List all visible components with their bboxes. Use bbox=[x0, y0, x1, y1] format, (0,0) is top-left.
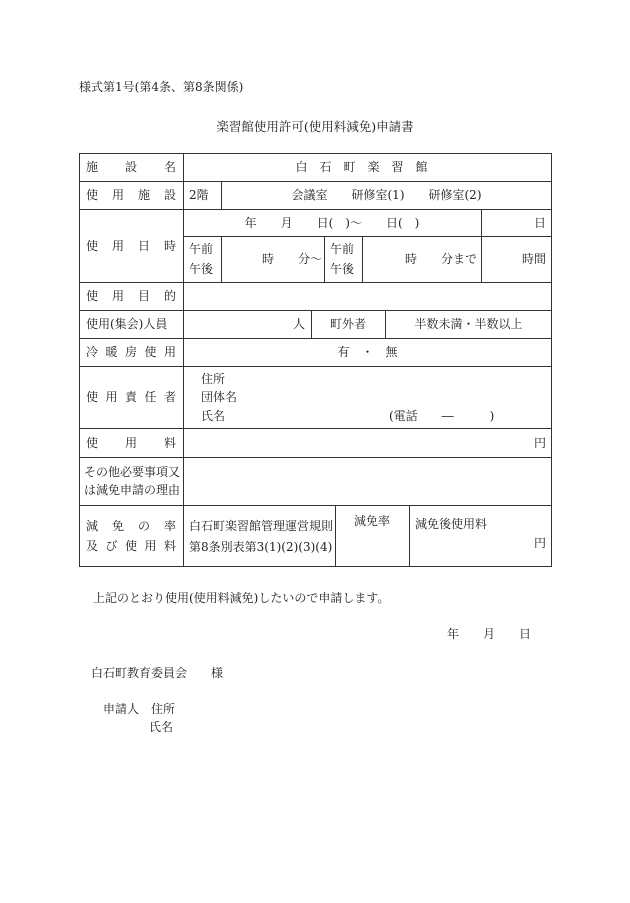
fee-field[interactable]: 円 bbox=[533, 435, 546, 450]
other-reason-field[interactable] bbox=[183, 457, 552, 505]
applicant-address-field[interactable]: 申請人 住所 bbox=[103, 702, 176, 716]
facility-name-label: 施 設 名 bbox=[86, 160, 176, 174]
end-am-option[interactable]: 午前 bbox=[330, 242, 355, 256]
outside-town-ratio-choice[interactable]: 半数未満・半数以上 bbox=[414, 317, 523, 331]
responsible-address-label: 住所 bbox=[201, 372, 226, 386]
date-range-field[interactable]: 年 月 日( )～ 日( ) bbox=[244, 215, 420, 230]
exemption-rule-clauses[interactable]: 第8条別表第3(1)(2)(3)(4) bbox=[189, 539, 333, 554]
facility-name-value: 白石町楽習館 bbox=[295, 160, 440, 174]
responsible-person-label: 使 用 責 任 者 bbox=[86, 390, 176, 404]
responsible-group-label: 団体名 bbox=[201, 390, 238, 404]
end-time-field[interactable]: 時 分まで bbox=[404, 252, 477, 266]
exemption-label: 減 免 の 率 及 び 使 用 料 bbox=[86, 519, 176, 553]
other-reason-label: その他必要事項又 は減免申請の理由 bbox=[84, 465, 181, 497]
attendees-count-field[interactable]: 人 bbox=[292, 317, 305, 331]
document-title: 楽習館使用許可(使用料減免)申請書 bbox=[216, 119, 414, 134]
responsible-name-label: 氏名 bbox=[201, 409, 226, 423]
addressee: 白石町教育委員会 様 bbox=[91, 666, 224, 680]
aircon-choice[interactable]: 有 ・ 無 bbox=[337, 345, 398, 359]
use-datetime-label: 使 用 日 時 bbox=[86, 238, 176, 253]
purpose-label: 使 用 目 的 bbox=[86, 289, 176, 303]
exemption-rate-field[interactable]: 減免率 bbox=[353, 514, 390, 528]
application-statement: 上記のとおり使用(使用料減免)したいので申請します。 bbox=[93, 591, 390, 605]
form-number: 様式第1号(第4条、第8条関係) bbox=[79, 80, 244, 94]
after-exemption-fee-field[interactable]: 円 bbox=[533, 536, 546, 550]
start-pm-option[interactable]: 午後 bbox=[189, 262, 214, 276]
attendees-label: 使用(集会)人員 bbox=[86, 317, 168, 331]
responsible-phone-field[interactable]: (電話 ― ) bbox=[389, 409, 495, 423]
facility-use-label: 使 用 施 設 bbox=[86, 188, 176, 202]
applicant-name-field[interactable]: 氏名 bbox=[149, 720, 174, 734]
room-options[interactable]: 会議室 研修室(1) 研修室(2) bbox=[291, 188, 482, 202]
application-form-table bbox=[79, 153, 552, 567]
application-date-field[interactable]: 年 月 日 bbox=[447, 627, 532, 641]
fee-label: 使 用 料 bbox=[86, 435, 176, 450]
days-unit: 日 bbox=[533, 215, 546, 230]
aircon-label: 冷 暖 房 使 用 bbox=[86, 345, 176, 359]
start-ampm-choice[interactable] bbox=[183, 236, 221, 282]
hours-unit: 時間 bbox=[521, 252, 546, 266]
end-pm-option[interactable]: 午後 bbox=[330, 262, 355, 276]
outside-town-label: 町外者 bbox=[329, 317, 366, 331]
after-exemption-fee-label: 減免後使用料 bbox=[415, 517, 488, 531]
start-time-field[interactable]: 時 分～ bbox=[261, 252, 322, 266]
floor-value: 2階 bbox=[189, 188, 209, 202]
start-am-option[interactable]: 午前 bbox=[189, 242, 214, 256]
exemption-rule: 白石町楽習館管理運営規則 第8条別表第3(1)(2)(3)(4) bbox=[189, 518, 334, 554]
end-ampm-choice[interactable] bbox=[324, 236, 362, 282]
purpose-field[interactable] bbox=[183, 282, 552, 310]
